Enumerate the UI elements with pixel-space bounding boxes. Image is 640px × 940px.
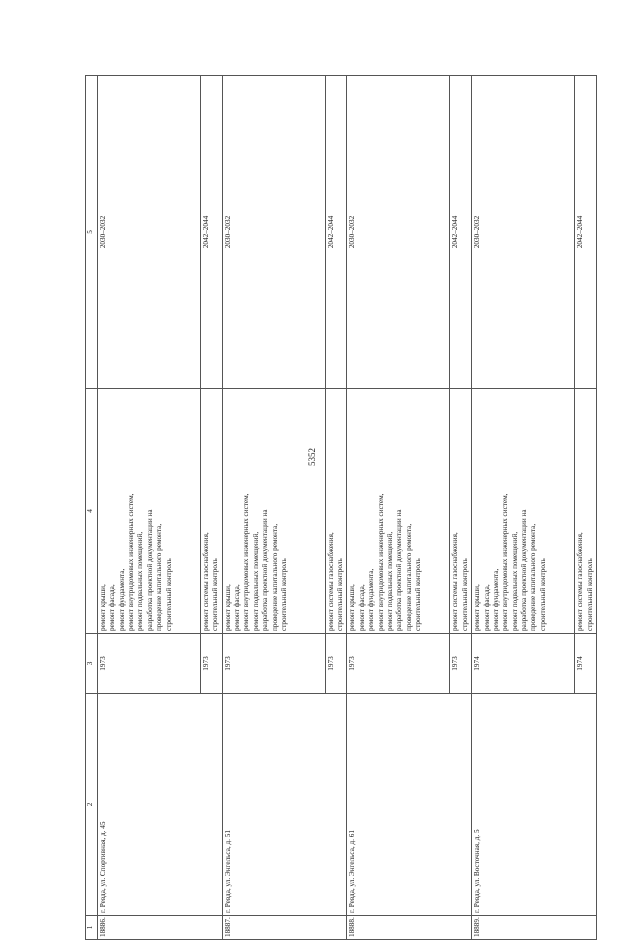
work-item: ремонт крыши, (473, 584, 482, 631)
work-item: проведение капитального ремонта, (270, 523, 279, 631)
work-item: строительный контроль (211, 558, 220, 631)
work-item: ремонт внутридомовых инженерных систем, (501, 493, 510, 631)
column-header: 4 (86, 389, 98, 634)
period-cell: 2042–2044 (450, 76, 472, 389)
column-header: 3 (86, 634, 98, 694)
table-row (347, 76, 450, 940)
row-number: 18886. (98, 916, 223, 940)
period-cell: 2030–2032 (98, 76, 201, 389)
page-number: 5352 (307, 448, 317, 466)
year-cell: 1973 (325, 634, 347, 694)
work-item: ремонт внутридомовых инженерных систем, (127, 493, 136, 631)
year-cell: 1973 (450, 634, 472, 694)
work-item: ремонт фундамента, (117, 568, 126, 631)
period-cell: 2042–2044 (201, 76, 223, 389)
work-item: разработка проектной документации на (145, 509, 154, 631)
work-item: проведение капитального ремонта, (529, 523, 538, 631)
column-header: 5 (86, 76, 98, 389)
work-item: строительный контроль (279, 558, 288, 631)
works-cell (325, 389, 347, 634)
work-item: строительный контроль (460, 558, 469, 631)
year-cell: 1973 (347, 634, 450, 694)
work-item: ремонт подвальных помещений, (385, 531, 394, 631)
year-cell: 1973 (98, 634, 201, 694)
works-cell (575, 389, 597, 634)
work-item: разработка проектной документации на (519, 509, 528, 631)
table-row (472, 76, 575, 940)
work-item: строительный контроль (585, 558, 594, 631)
column-header: 2 (86, 694, 98, 916)
works-cell (347, 389, 450, 634)
work-item: ремонт подвальных помещений, (510, 531, 519, 631)
work-item: проведение капитального ремонта, (155, 523, 164, 631)
address-cell: г. Ревда, ул. Спортивная, д. 45 (98, 694, 223, 916)
period-cell: 2030–2032 (472, 76, 575, 389)
work-item: ремонт фасада, (108, 584, 117, 631)
header-row (86, 76, 98, 940)
works-cell (472, 389, 575, 634)
work-item: строительный контроль (413, 558, 422, 631)
works-cell (201, 389, 223, 634)
work-item: ремонт системы газоснабжения, (451, 532, 460, 631)
work-item: ремонт фундамента, (491, 568, 500, 631)
table-row (222, 76, 325, 940)
address-cell: г. Ревда, ул. Энгельса, д. 61 (347, 694, 472, 916)
work-item: ремонт фасада, (482, 584, 491, 631)
year-cell: 1973 (222, 634, 325, 694)
work-item: строительный контроль (164, 558, 173, 631)
address-cell: г. Ревда, ул. Восточная, д. 5 (472, 694, 597, 916)
work-item: ремонт крыши, (348, 584, 357, 631)
work-item: ремонт фасада, (357, 584, 366, 631)
period-cell: 2042–2044 (325, 76, 347, 389)
work-item: ремонт системы газоснабжения, (576, 532, 585, 631)
table-row (98, 76, 201, 940)
work-item: ремонт системы газоснабжения, (326, 532, 335, 631)
work-item: проведение капитального ремонта, (404, 523, 413, 631)
work-item: ремонт системы газоснабжения, (202, 532, 210, 631)
address-cell: г. Ревда, ул. Энгельса, д. 51 (222, 694, 347, 916)
year-cell: 1973 (201, 634, 223, 694)
work-item: ремонт крыши, (223, 584, 232, 631)
row-number: 18888. (347, 916, 472, 940)
repair-schedule-table (85, 75, 597, 940)
period-cell: 2042–2044 (575, 76, 597, 389)
work-item: ремонт подвальных помещений, (251, 531, 260, 631)
works-cell (222, 389, 325, 634)
work-item: разработка проектной документации на (261, 509, 270, 631)
works-cell (98, 389, 201, 634)
work-item: ремонт фасада, (233, 584, 242, 631)
work-item: разработка проектной документации на (395, 509, 404, 631)
work-item: ремонт внутридомовых инженерных систем, (376, 493, 385, 631)
work-item: ремонт подвальных помещений, (136, 531, 145, 631)
row-number: 18887. (222, 916, 347, 940)
document-sheet (85, 76, 594, 940)
row-number: 18889. (472, 916, 597, 940)
work-item: ремонт внутридомовых инженерных систем, (242, 493, 251, 631)
work-item: строительный контроль (538, 558, 547, 631)
period-cell: 2030–2032 (347, 76, 450, 389)
year-cell: 1974 (575, 634, 597, 694)
works-cell (450, 389, 472, 634)
year-cell: 1974 (472, 634, 575, 694)
work-item: строительный контроль (336, 558, 345, 631)
column-header: 1 (86, 916, 98, 940)
period-cell: 2030–2032 (222, 76, 325, 389)
work-item: ремонт фундамента, (367, 568, 376, 631)
work-item: ремонт крыши, (99, 584, 107, 631)
